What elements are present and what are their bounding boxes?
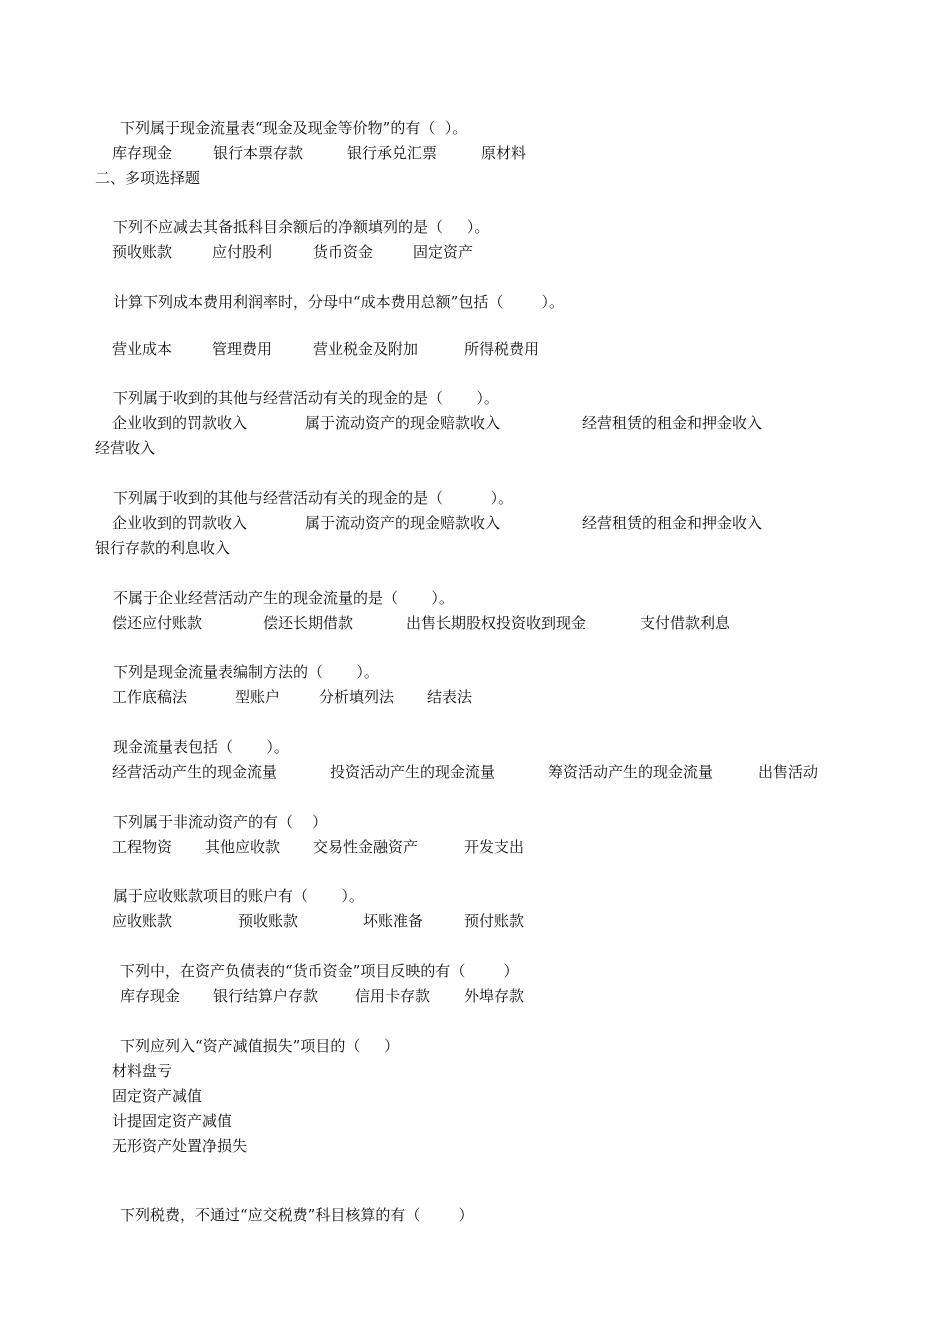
option-c: 坏账准备 [363,912,424,930]
question-stem: 下列属于现金流量表“现金及现金等价物”的有（ ）。 [120,119,468,137]
question-stem: 下列属于收到的其他与经营活动有关的现金的是（ ）。 [113,389,499,407]
option-b: 银行本票存款 [213,144,304,162]
option-a: 材料盘亏 [112,1062,173,1080]
question-stem: 下列不应减去其备抵科目余额后的净额填列的是（ ）。 [113,218,490,236]
section-title: 二、多项选择题 [95,169,201,187]
option-b: 预收账款 [238,912,299,930]
option-d: 出售活动 [758,763,819,781]
question-stem: 下列应列入“资产减值损失”项目的（ ） [120,1037,400,1055]
option-c: 货币资金 [313,243,374,261]
option-b: 投资活动产生的现金流量 [330,763,496,781]
option-d: 固定资产 [413,243,474,261]
option-c: 营业税金及附加 [313,340,419,358]
option-b: 属于流动资产的现金赔款收入 [305,414,501,432]
option-a: 库存现金 [120,987,181,1005]
option-a: 工作底稿法 [112,688,188,706]
option-d: 预付账款 [464,912,525,930]
question-stem: 属于应收账款项目的账户有（ ）。 [113,887,364,905]
option-d: 无形资产处置净损失 [112,1137,248,1155]
option-c: 计提固定资产减值 [112,1112,233,1130]
option-c: 交易性金融资产 [313,838,419,856]
option-b: 固定资产减值 [112,1087,203,1105]
option-a: 预收账款 [112,243,173,261]
question-stem: 计算下列成本费用利润率时，分母中“成本费用总额”包括（ ）。 [113,293,564,311]
option-d: 原材料 [481,144,527,162]
question-stem: 下列是现金流量表编制方法的（ ）。 [113,663,379,681]
option-a: 偿还应付账款 [112,614,203,632]
question-stem: 现金流量表包括（ ）。 [113,738,289,756]
option-a: 库存现金 [112,144,173,162]
option-a: 应收账款 [112,912,173,930]
option-b: 其他应收款 [205,838,281,856]
option-b: 银行结算户存款 [213,987,319,1005]
option-a: 企业收到的罚款收入 [112,514,248,532]
option-b: 应付股利 [212,243,273,261]
option-d: 开发支出 [464,838,525,856]
option-c: 经营租赁的租金和押金收入 [582,414,763,432]
option-c: 分析填列法 [319,688,395,706]
option-d: 结表法 [427,688,473,706]
question-stem: 下列税费，不通过“应交税费”科目核算的有（ ） [120,1206,474,1224]
option-b: 属于流动资产的现金赔款收入 [305,514,501,532]
question-stem: 下列中，在资产负债表的“货币资金”项目反映的有（ ） [120,962,519,980]
option-c: 银行承兑汇票 [347,144,438,162]
option-a: 经营活动产生的现金流量 [112,763,278,781]
option-c: 出售长期股权投资收到现金 [406,614,587,632]
option-d: 外埠存款 [464,987,525,1005]
option-a: 企业收到的罚款收入 [112,414,248,432]
option-b: 型账户 [235,688,281,706]
option-d: 银行存款的利息收入 [95,539,231,557]
option-c: 信用卡存款 [355,987,431,1005]
option-d: 所得税费用 [464,340,540,358]
question-stem: 下列属于收到的其他与经营活动有关的现金的是（ ）。 [113,489,514,507]
question-stem: 不属于企业经营活动产生的现金流量的是（ ）。 [113,589,454,607]
option-c: 筹资活动产生的现金流量 [548,763,714,781]
option-a: 工程物资 [112,838,173,856]
option-c: 经营租赁的租金和押金收入 [582,514,763,532]
option-b: 偿还长期借款 [263,614,354,632]
option-d: 经营收入 [95,439,156,457]
question-stem: 下列属于非流动资产的有（ ） [113,813,328,831]
option-a: 营业成本 [112,340,173,358]
option-b: 管理费用 [212,340,273,358]
option-d: 支付借款利息 [640,614,731,632]
